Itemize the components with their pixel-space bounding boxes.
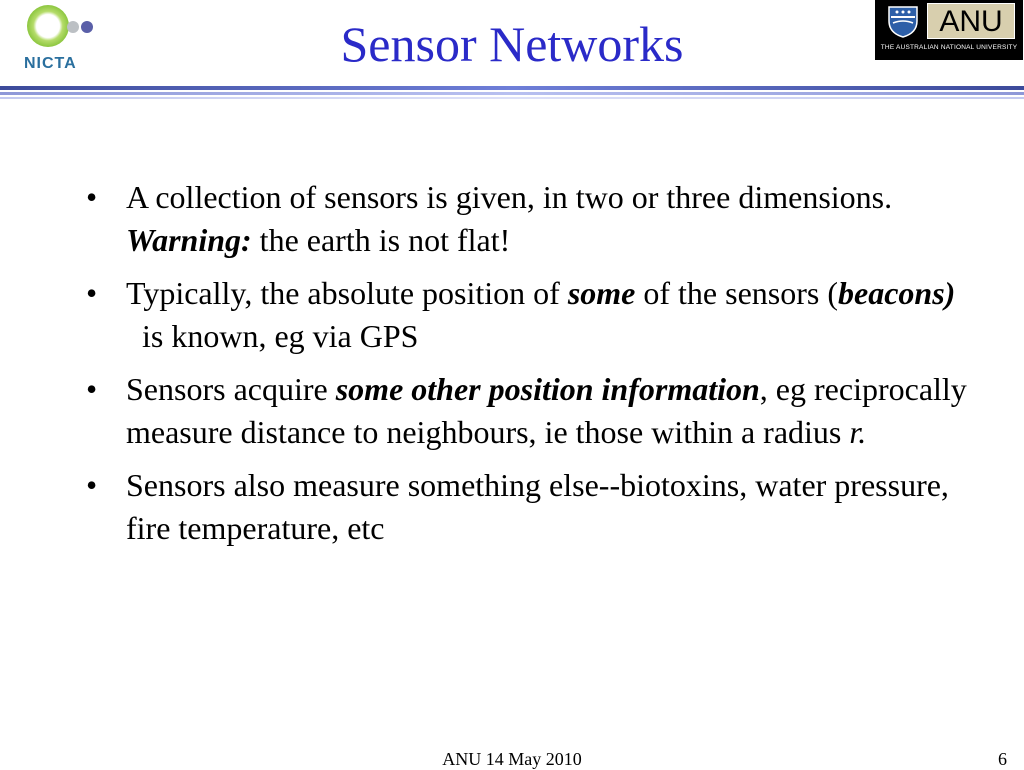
bullet-item [80, 368, 990, 454]
slide-body [80, 176, 990, 560]
bullet-text: Sensors also measure something else--biotoxins, water pressure, fire temperature, etc [126, 467, 949, 546]
slide-title: Sensor Networks [340, 16, 684, 72]
emphasis-beacons: beacons) [838, 275, 956, 311]
anu-logo [875, 0, 1023, 60]
bullet-dot-icon: • [86, 179, 98, 215]
bullet-item [80, 272, 990, 358]
anu-crest-icon [883, 3, 923, 39]
bullet-dot-icon: • [86, 467, 98, 503]
bullet-item [80, 176, 990, 262]
bullet-text: A collection of sensors is given, in two or three dimensions. Warning: the earth is not flat! [126, 179, 893, 258]
anu-wordmark: ANU [939, 5, 1003, 38]
bullet-text: Typically, the absolute position of some of the sensors (beacons) is known, eg via GPS [126, 275, 956, 354]
header-rule-light [0, 97, 1024, 99]
page-number: 6 [998, 749, 1007, 769]
bullet-item [80, 464, 990, 550]
emphasis-some: some [567, 275, 636, 311]
anu-wordmark-box [927, 3, 1015, 39]
emphasis-radius: r. [849, 414, 867, 450]
anu-subtitle: THE AUSTRALIAN NATIONAL UNIVERSITY [880, 44, 1018, 51]
emphasis-warning: Warning: [126, 222, 252, 258]
emphasis-position-info: some other position information [335, 371, 760, 407]
bullet-text: Sensors acquire some other position information, eg reciprocally measure distance to neighbours, ie those within a radius r. [126, 371, 967, 450]
header-rule-mid [0, 92, 1024, 95]
header-rule-dark [0, 86, 1024, 90]
bullet-dot-icon: • [86, 275, 98, 311]
footer-text: ANU 14 May 2010 [442, 749, 582, 769]
bullet-dot-icon: • [86, 371, 98, 407]
nicta-logo-text: NICTA [24, 55, 77, 72]
